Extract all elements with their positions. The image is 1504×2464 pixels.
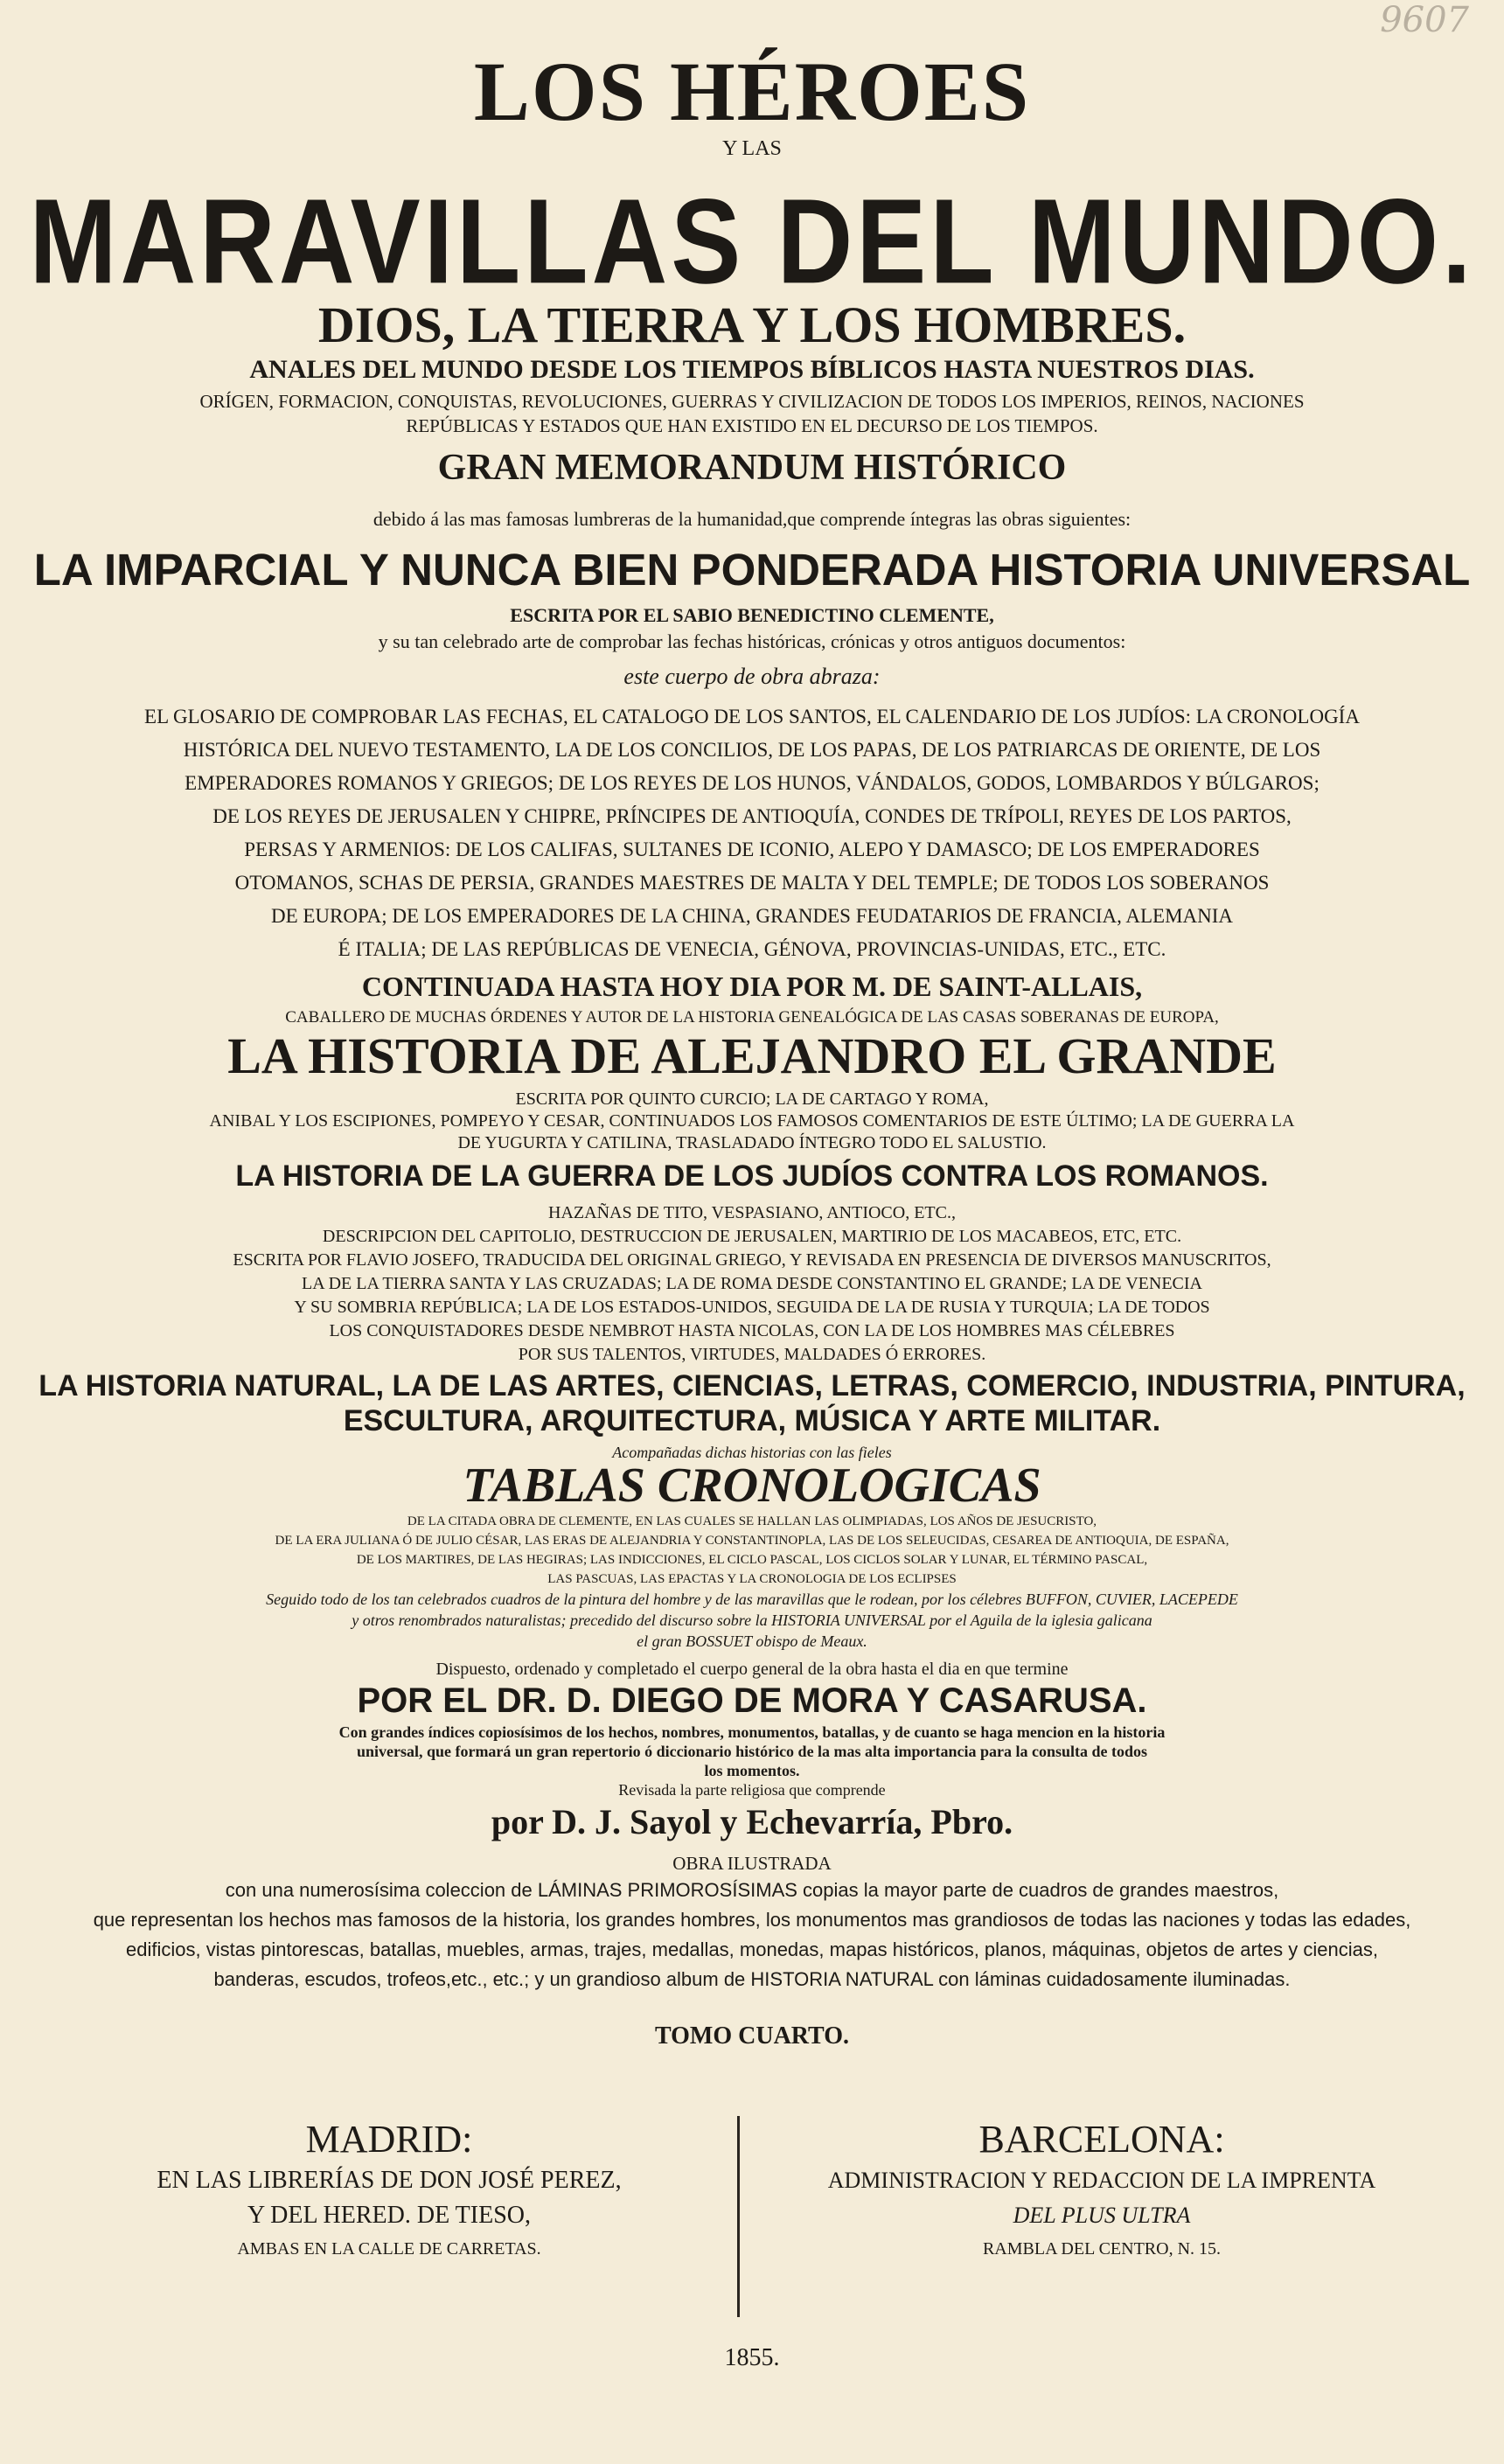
indices-line: Con grandes índices copiosísimos de los hechos, nombres, monumentos, batallas, y de cuanto se haga mencion en la historia	[338, 1723, 1166, 1741]
judios-line: HAZAÑAS DE TITO, VESPASIANO, ANTIOCO, ETC.,	[548, 1203, 956, 1222]
imprint-barcelona-line: ADMINISTRACION Y REDACCION DE LA IMPRENTA	[827, 2168, 1376, 2193]
imprint-divider	[737, 2116, 740, 2317]
historia-universal-escrita: ESCRITA POR EL SABIO BENEDICTINO CLEMENTE,	[510, 604, 994, 626]
title-maravillas: MARAVILLAS DEL MUNDO.	[29, 174, 1475, 310]
dispuesto: Dispuesto, ordenado y completado el cuerpo general de la obra hasta el dia en que termine	[435, 1660, 1069, 1679]
title-memorandum: GRAN MEMORANDUM HISTÓRICO	[437, 448, 1067, 488]
revisada: Revisada la parte religiosa que comprende	[618, 1781, 886, 1799]
contents-line: HISTÓRICA DEL NUEVO TESTAMENTO, LA DE LOS CONCILIOS, DE LOS PAPAS, DE LOS PATRIARCAS DE ORIENTE, DE LOS	[183, 739, 1321, 761]
imprint-madrid-line: AMBAS EN LA CALLE DE CARRETAS.	[237, 2239, 541, 2259]
corner-mark: 9607	[1380, 0, 1469, 40]
continuada: CONTINUADA HASTA HOY DIA POR M. DE SAINT-ALLAIS,	[361, 971, 1143, 1002]
historia-universal-heading: LA IMPARCIAL Y NUNCA BIEN PONDERADA HISTORIA UNIVERSAL	[33, 545, 1471, 595]
contents-line: EMPERADORES ROMANOS Y GRIEGOS; DE LOS REYES DE LOS HUNOS, VÁNDALOS, GODOS, LOMBARDOS Y BÚLGAROS;	[185, 772, 1319, 794]
judios-heading: LA HISTORIA DE LA GUERRA DE LOS JUDÍOS CONTRA LOS ROMANOS.	[235, 1159, 1269, 1193]
imprint-madrid-line: Y DEL HERED. DE TIESO,	[247, 2202, 532, 2229]
tablas-line: DE LA ERA JULIANA Ó DE JULIO CÉSAR, LAS ERAS DE ALEJANDRIA Y CONSTANTINOPLA, LAS DE LOS SELEUCIDAS, CESAREA DE ANTIOQUIA, DE ESPAÑA,	[275, 1534, 1229, 1548]
imprint-year: 1855.	[724, 2344, 780, 2371]
seguido-line: el gran BOSSUET obispo de Meaux.	[637, 1632, 867, 1650]
contents-line: PERSAS Y ARMENIOS: DE LOS CALIFAS, SULTANES DE ICONIO, ALEPO Y DAMASCO; DE LOS EMPERADORES	[244, 839, 1260, 860]
tablas-line: LAS PASCUAS, LAS EPACTAS Y LA CRONOLOGIA DE LOS ECLIPSES	[547, 1572, 957, 1586]
imprint-barcelona-line: RAMBLA DEL CENTRO, N. 15.	[982, 2239, 1222, 2259]
title-anales: ANALES DEL MUNDO DESDE LOS TIEMPOS BÍBLICOS HASTA NUESTROS DIAS.	[249, 355, 1255, 384]
imprint-barcelona-line: DEL PLUS ULTRA	[1013, 2203, 1191, 2228]
title-y-las: Y LAS	[722, 137, 782, 160]
natural-line-2: ESCULTURA, ARQUITECTURA, MÚSICA Y ARTE MILITAR.	[343, 1404, 1161, 1437]
acompanadas: Acompañadas dichas historias con las fieles	[612, 1444, 892, 1461]
caballero: CABALLERO DE MUCHAS ÓRDENES Y AUTOR DE LA HISTORIA GENEALÓGICA DE LAS CASAS SOBERANAS DE EUROPA,	[285, 1008, 1219, 1027]
judios-line: LOS CONQUISTADORES DESDE NEMBROT HASTA NICOLAS, CON LA DE LOS HOMBRES MAS CÉLEBRES	[329, 1321, 1175, 1340]
alejandro-line: ESCRITA POR QUINTO CURCIO; LA DE CARTAGO Y ROMA,	[515, 1089, 989, 1109]
judios-line: LA DE LA TIERRA SANTA Y LAS CRUZADAS; LA DE ROMA DESDE CONSTANTINO EL GRANDE; LA DE VENECIA	[302, 1274, 1202, 1293]
judios-line: POR SUS TALENTOS, VIRTUDES, MALDADES Ó ERRORES.	[518, 1345, 986, 1364]
seguido-line: y otros renombrados naturalistas; precedido del discurso sobre la HISTORIA UNIVERSAL por el Aguila de la iglesia galicana	[352, 1611, 1152, 1629]
judios-line: Y SU SOMBRIA REPÚBLICA; LA DE LOS ESTADOS-UNIDOS, SEGUIDA DE LA DE RUSIA Y TURQUIA; LA DE TODOS	[294, 1298, 1210, 1317]
title-origen-2: REPÚBLICAS Y ESTADOS QUE HAN EXISTIDO EN EL DECURSO DE LOS TIEMPOS.	[406, 415, 1098, 436]
ilustrada-line: edificios, vistas pintorescas, batallas, muebles, armas, trajes, medallas, monedas, mapas históricos, planos, máquinas, objetos de artes y ciencias,	[126, 1938, 1378, 1960]
title-origen-1: ORÍGEN, FORMACION, CONQUISTAS, REVOLUCIONES, GUERRAS Y CIVILIZACION DE TODOS LOS IMPERIOS, REINOS, NACIONES	[199, 391, 1305, 412]
autor: POR EL DR. D. DIEGO DE MORA Y CASARUSA.	[357, 1681, 1147, 1720]
seguido-line: Seguido todo de los tan celebrados cuadros de la pintura del hombre y de las maravillas que le rodean, por los célebres BUFFON, CUVIER, LACEPEDE	[266, 1590, 1238, 1608]
contents-line: DE LOS REYES DE JERUSALEN Y CHIPRE, PRÍNCIPES DE ANTIOQUÍA, CONDES DE TRÍPOLI, REYES DE LOS PARTOS,	[212, 805, 1292, 827]
imprint-madrid-line: EN LAS LIBRERÍAS DE DON JOSÉ PEREZ,	[157, 2167, 622, 2194]
tomo: TOMO CUARTO.	[654, 2022, 849, 2050]
imprint-madrid-city: MADRID:	[305, 2118, 473, 2161]
title-heroes: LOS HÉROES	[473, 45, 1031, 138]
ilustrada-line: que representan los hechos mas famosos de la historia, los grandes hombres, los monumentos mas grandiosos de todas las naciones y todas las edades,	[93, 1909, 1411, 1931]
contents-line: DE EUROPA; DE LOS EMPERADORES DE LA CHINA, GRANDES FEUDATARIOS DE FRANCIA, ALEMANIA	[270, 905, 1234, 927]
imprint-barcelona-city: BARCELONA:	[978, 2118, 1225, 2161]
tablas-line: DE LOS MARTIRES, DE LAS HEGIRAS; LAS INDICCIONES, EL CICLO PASCAL, LOS CICLOS SOLAR Y LUNAR, EL TÉRMINO PASCAL,	[356, 1553, 1148, 1567]
ilustrada-label: OBRA ILUSTRADA	[672, 1853, 832, 1874]
title-debido: debido á las mas famosas lumbreras de la humanidad,que comprende íntegras las obras siguientes:	[373, 508, 1131, 530]
alejandro-heading: LA HISTORIA DE ALEJANDRO EL GRANDE	[227, 1027, 1277, 1084]
judios-line: DESCRIPCION DEL CAPITOLIO, DESTRUCCION DE JERUSALEN, MARTIRIO DE LOS MACABEOS, ETC, ETC.	[322, 1227, 1182, 1246]
indices-line: los momentos.	[704, 1762, 800, 1779]
alejandro-line: ANIBAL Y LOS ESCIPIONES, POMPEYO Y CESAR, CONTINUADOS LOS FAMOSOS COMENTARIOS DE ESTE ÚLTIMO; LA DE GUERRA LA	[209, 1111, 1295, 1131]
historia-universal-arte: y su tan celebrado arte de comprobar las fechas históricas, crónicas y otros antiguos documentos:	[378, 630, 1126, 652]
tablas-line: DE LA CITADA OBRA DE CLEMENTE, EN LAS CUALES SE HALLAN LAS OLIMPIADAS, LOS AÑOS DE JESUCRISTO,	[407, 1514, 1097, 1528]
judios-line: ESCRITA POR FLAVIO JOSEFO, TRADUCIDA DEL ORIGINAL GRIEGO, Y REVISADA EN PRESENCIA DE DIVERSOS MANUSCRITOS,	[233, 1250, 1271, 1270]
title-dios: DIOS, LA TIERRA Y LOS HOMBRES.	[317, 297, 1187, 353]
contents-line: É ITALIA; DE LAS REPÚBLICAS DE VENECIA, GÉNOVA, PROVINCIAS-UNIDAS, ETC., ETC.	[338, 938, 1166, 960]
contents-line: EL GLOSARIO DE COMPROBAR LAS FECHAS, EL CATALOGO DE LOS SANTOS, EL CALENDARIO DE LOS JUDÍOS: LA CRONOLOGÍA	[144, 706, 1360, 727]
natural-line-1: LA HISTORIA NATURAL, LA DE LAS ARTES, CIENCIAS, LETRAS, COMERCIO, INDUSTRIA, PINTURA,	[38, 1369, 1466, 1403]
revisor: por D. J. Sayol y Echevarría, Pbro.	[491, 1802, 1013, 1841]
tablas-heading: TABLAS CRONOLOGICAS	[463, 1458, 1041, 1513]
ilustrada-line: con una numerosísima coleccion de LÁMINAS PRIMOROSÍSIMAS copias la mayor parte de cuadros de grandes maestros,	[225, 1879, 1279, 1901]
ilustrada-line: banderas, escudos, trofeos,etc., etc.; y un grandioso album de HISTORIA NATURAL con láminas cuidadosamente iluminadas.	[213, 1968, 1291, 1990]
indices-line: universal, que formará un gran repertorio ó diccionario histórico de la mas alta importancia para la consulta de todos	[356, 1743, 1148, 1760]
historia-universal-cuerpo: este cuerpo de obra abraza:	[623, 664, 881, 689]
alejandro-line: DE YUGURTA Y CATILINA, TRASLADADO ÍNTEGRO TODO EL SALUSTIO.	[457, 1133, 1047, 1152]
contents-line: OTOMANOS, SCHAS DE PERSIA, GRANDES MAESTRES DE MALTA Y DEL TEMPLE; DE TODOS LOS SOBERANOS	[234, 872, 1270, 894]
